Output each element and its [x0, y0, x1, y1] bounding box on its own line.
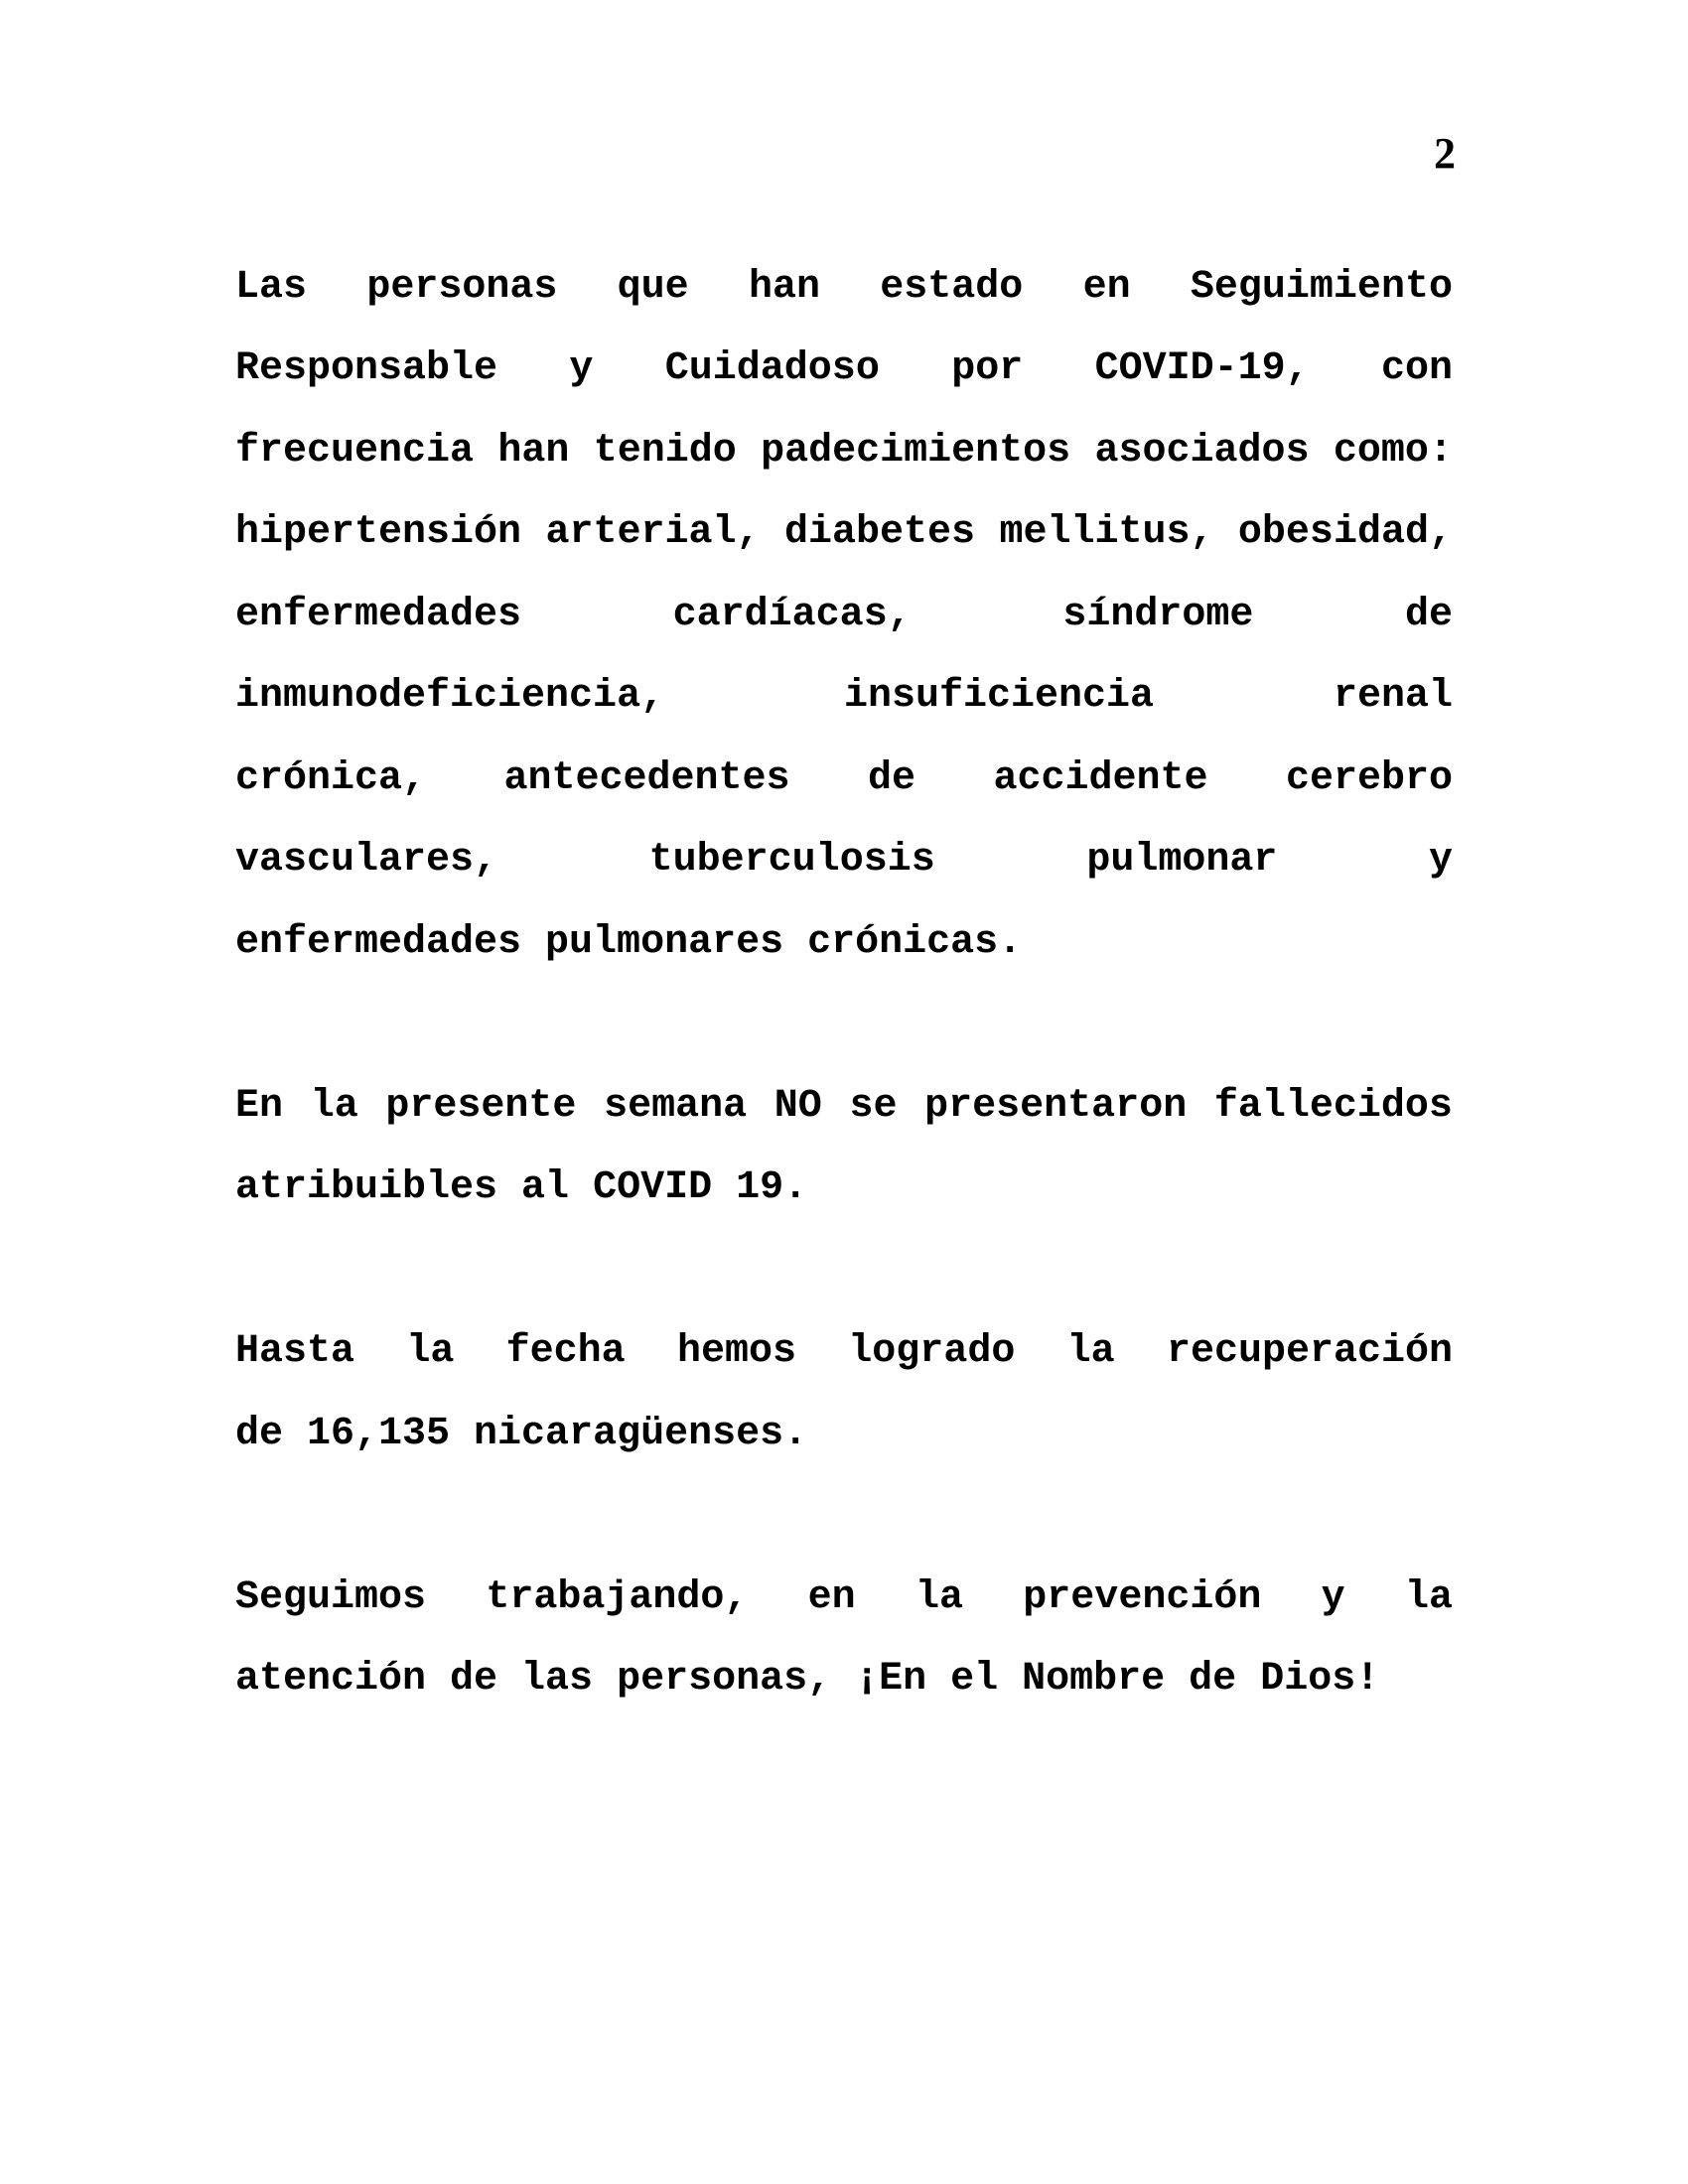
word: NO — [774, 1083, 822, 1129]
word: personas, — [617, 1657, 832, 1703]
word: con — [1380, 346, 1453, 392]
word: síndrome — [1062, 592, 1254, 637]
word: COVID — [593, 1165, 713, 1211]
text-line — [235, 738, 1453, 820]
text-line — [235, 410, 1453, 492]
word: COVID-19, — [1094, 346, 1310, 392]
text-line — [235, 1148, 1453, 1230]
word: mellitus, — [999, 510, 1214, 556]
text-line — [235, 901, 1453, 984]
word: crónica, — [235, 755, 427, 801]
document-body — [235, 246, 1453, 1720]
text-line — [235, 820, 1453, 902]
word: la — [914, 1574, 963, 1620]
word: de — [1189, 1657, 1237, 1703]
word: en — [807, 1574, 856, 1620]
word: vasculares, — [235, 838, 498, 884]
word: logrado — [848, 1329, 1016, 1375]
word: renal — [1333, 674, 1453, 720]
word: ¡En — [855, 1657, 927, 1703]
word: en — [1082, 264, 1131, 310]
word: pulmonar — [1086, 838, 1278, 884]
text-line — [235, 1639, 1453, 1721]
text-line — [235, 656, 1453, 739]
text-line — [235, 492, 1453, 575]
word: el — [950, 1657, 999, 1703]
word: al — [521, 1165, 570, 1211]
word: enfermedades — [235, 919, 522, 965]
word: como: — [1333, 428, 1453, 474]
word: y — [1428, 838, 1453, 884]
word: Responsable — [235, 346, 498, 392]
word: antecedentes — [503, 755, 790, 801]
text-line — [235, 1065, 1453, 1148]
word: presente — [385, 1083, 577, 1129]
word: que — [617, 264, 689, 310]
word: personas — [366, 264, 558, 310]
word: recuperación — [1166, 1329, 1453, 1375]
word: de — [867, 755, 915, 801]
text-line — [235, 1393, 1453, 1475]
word: accidente — [993, 755, 1208, 801]
word: 19. — [736, 1165, 808, 1211]
word: obesidad, — [1237, 510, 1453, 556]
word: fecha — [505, 1329, 626, 1375]
word: de — [450, 1657, 498, 1703]
word: la — [1404, 1574, 1453, 1620]
paragraph — [235, 246, 1453, 984]
word: estado — [880, 264, 1024, 310]
word: tuberculosis — [648, 838, 935, 884]
text-line — [235, 329, 1453, 411]
word: semana — [604, 1083, 748, 1129]
paragraph — [235, 1557, 1453, 1720]
word: 16,135 — [307, 1411, 451, 1456]
word: de — [235, 1411, 284, 1456]
word: crónicas. — [807, 919, 1023, 965]
word: diabetes — [783, 510, 975, 556]
word: hipertensión — [235, 510, 522, 556]
word: hemos — [676, 1329, 796, 1375]
word: cardíacas, — [672, 592, 912, 637]
word: de — [1404, 592, 1453, 637]
word: padecimientos — [761, 428, 1071, 474]
word: Las — [235, 264, 308, 310]
word: Nombre — [1022, 1657, 1166, 1703]
word: nicaragüenses. — [474, 1411, 808, 1456]
text-line — [235, 1557, 1453, 1639]
word: Cuidadoso — [664, 346, 880, 392]
paragraph — [235, 1065, 1453, 1229]
word: insuficiencia — [843, 674, 1155, 720]
paragraph — [235, 1311, 1453, 1475]
word: presentaron — [924, 1083, 1188, 1129]
word: han — [497, 428, 570, 474]
word: frecuencia — [235, 428, 475, 474]
word: Hasta — [235, 1329, 355, 1375]
text-line — [235, 1311, 1453, 1394]
text-line — [235, 574, 1453, 656]
word: atribuibles — [235, 1165, 498, 1211]
text-line — [235, 246, 1453, 329]
word: inmunodeficiencia, — [235, 674, 665, 720]
word: la — [1066, 1329, 1115, 1375]
word: las — [521, 1657, 594, 1703]
word: tenido — [593, 428, 737, 474]
word: asociados — [1094, 428, 1310, 474]
word: atención — [235, 1657, 427, 1703]
word: enfermedades — [235, 592, 522, 637]
word: la — [406, 1329, 455, 1375]
word: y — [1321, 1574, 1345, 1620]
word: En — [235, 1083, 284, 1129]
word: prevención — [1023, 1574, 1262, 1620]
word: Seguimiento — [1190, 264, 1453, 310]
word: arterial, — [545, 510, 761, 556]
word: han — [748, 264, 820, 310]
word: y — [569, 346, 594, 392]
word: por — [951, 346, 1024, 392]
word: pulmonares — [545, 919, 784, 965]
page-number: 2 — [1434, 129, 1456, 178]
word: fallecidos — [1213, 1083, 1453, 1129]
word: cerebro — [1285, 755, 1453, 801]
word: la — [310, 1083, 358, 1129]
word: trabajando, — [486, 1574, 749, 1620]
word: se — [849, 1083, 898, 1129]
word: Seguimos — [235, 1574, 427, 1620]
word: Dios! — [1260, 1657, 1380, 1703]
